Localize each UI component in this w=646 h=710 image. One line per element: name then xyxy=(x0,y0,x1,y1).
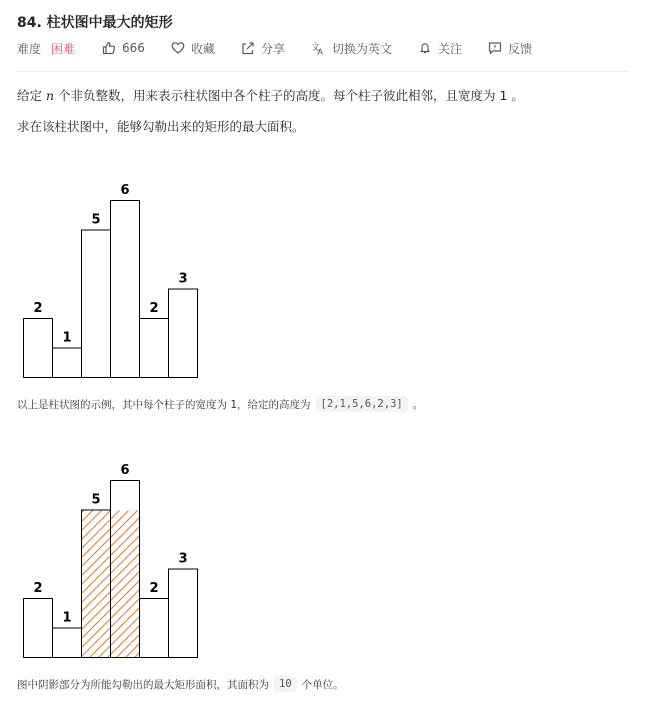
bar xyxy=(169,569,198,658)
follow-button[interactable] xyxy=(418,40,462,57)
max-area-shade xyxy=(82,511,110,658)
divider xyxy=(17,71,628,72)
switch-language-button[interactable] xyxy=(311,40,392,57)
bar-value-label: 1 xyxy=(62,610,72,626)
bar xyxy=(140,319,169,378)
bar-value-label: 3 xyxy=(178,551,188,567)
caption-example: 以上是柱状图的示例，其中每个柱子的宽度为 1，给定的高度为 [2,1,5,6,2,3] 。 xyxy=(17,398,424,411)
bar xyxy=(169,289,198,378)
share-button[interactable] xyxy=(241,40,285,57)
difficulty-label: 难度 xyxy=(17,41,42,56)
bell-icon xyxy=(418,41,432,55)
collect-label: 收藏 xyxy=(190,41,215,56)
area-code: 10 xyxy=(274,676,297,692)
bar-value-label: 2 xyxy=(149,301,159,316)
share-icon xyxy=(241,41,255,55)
bar-value-label: 5 xyxy=(91,492,101,508)
heart-icon xyxy=(171,41,185,55)
bar-value-label: 6 xyxy=(120,463,130,478)
bar-value-label: 6 xyxy=(120,183,130,198)
feedback-button[interactable] xyxy=(488,40,532,57)
histogram-max-area xyxy=(0,450,230,665)
feedback-label: 反馈 xyxy=(508,41,533,56)
caption-max-area: 图中阴影部分为所能勾勒出的最大矩形面积，其面积为 10 个单位。 xyxy=(17,678,344,691)
switch-language-label: 切换为英文 xyxy=(331,41,392,56)
bar xyxy=(53,348,82,378)
bar-value-label: 3 xyxy=(178,271,188,287)
svg-text:A: A xyxy=(317,47,323,55)
bar-value-label: 5 xyxy=(91,212,101,228)
like-button[interactable] xyxy=(102,41,145,55)
bar xyxy=(24,319,53,378)
bar-value-label: 2 xyxy=(33,581,43,596)
bar xyxy=(53,628,82,658)
variable-n: n xyxy=(45,88,55,103)
max-area-shade xyxy=(111,511,139,658)
share-label: 分享 xyxy=(260,41,285,56)
bar-value-label: 1 xyxy=(62,330,72,346)
bar-value-label: 2 xyxy=(149,581,159,596)
heights-code: [2,1,5,6,2,3] xyxy=(316,396,408,412)
bar xyxy=(111,201,140,378)
bar xyxy=(24,599,53,658)
collect-button[interactable] xyxy=(171,40,215,57)
description-paragraph-1: 给定 n 个非负整数，用来表示柱状图中各个柱子的高度。每个柱子彼此相邻，且宽度为 1 。 xyxy=(17,88,524,103)
meta-bar xyxy=(17,38,558,58)
feedback-icon xyxy=(488,41,502,55)
bar xyxy=(82,230,111,378)
problem-title: 84. 柱状图中最大的矩形 xyxy=(17,15,173,31)
bar xyxy=(140,599,169,658)
like-count: 666 xyxy=(122,41,145,55)
thumbs-up-icon xyxy=(102,41,116,55)
svg-text:文: 文 xyxy=(310,43,320,53)
difficulty-value: 困难 xyxy=(51,41,76,56)
bar-value-label: 2 xyxy=(33,301,43,316)
histogram-example xyxy=(0,170,230,385)
follow-label: 关注 xyxy=(437,41,462,56)
description-paragraph-2: 求在该柱状图中，能够勾勒出来的矩形的最大面积。 xyxy=(17,119,305,134)
translate-icon xyxy=(311,41,326,55)
